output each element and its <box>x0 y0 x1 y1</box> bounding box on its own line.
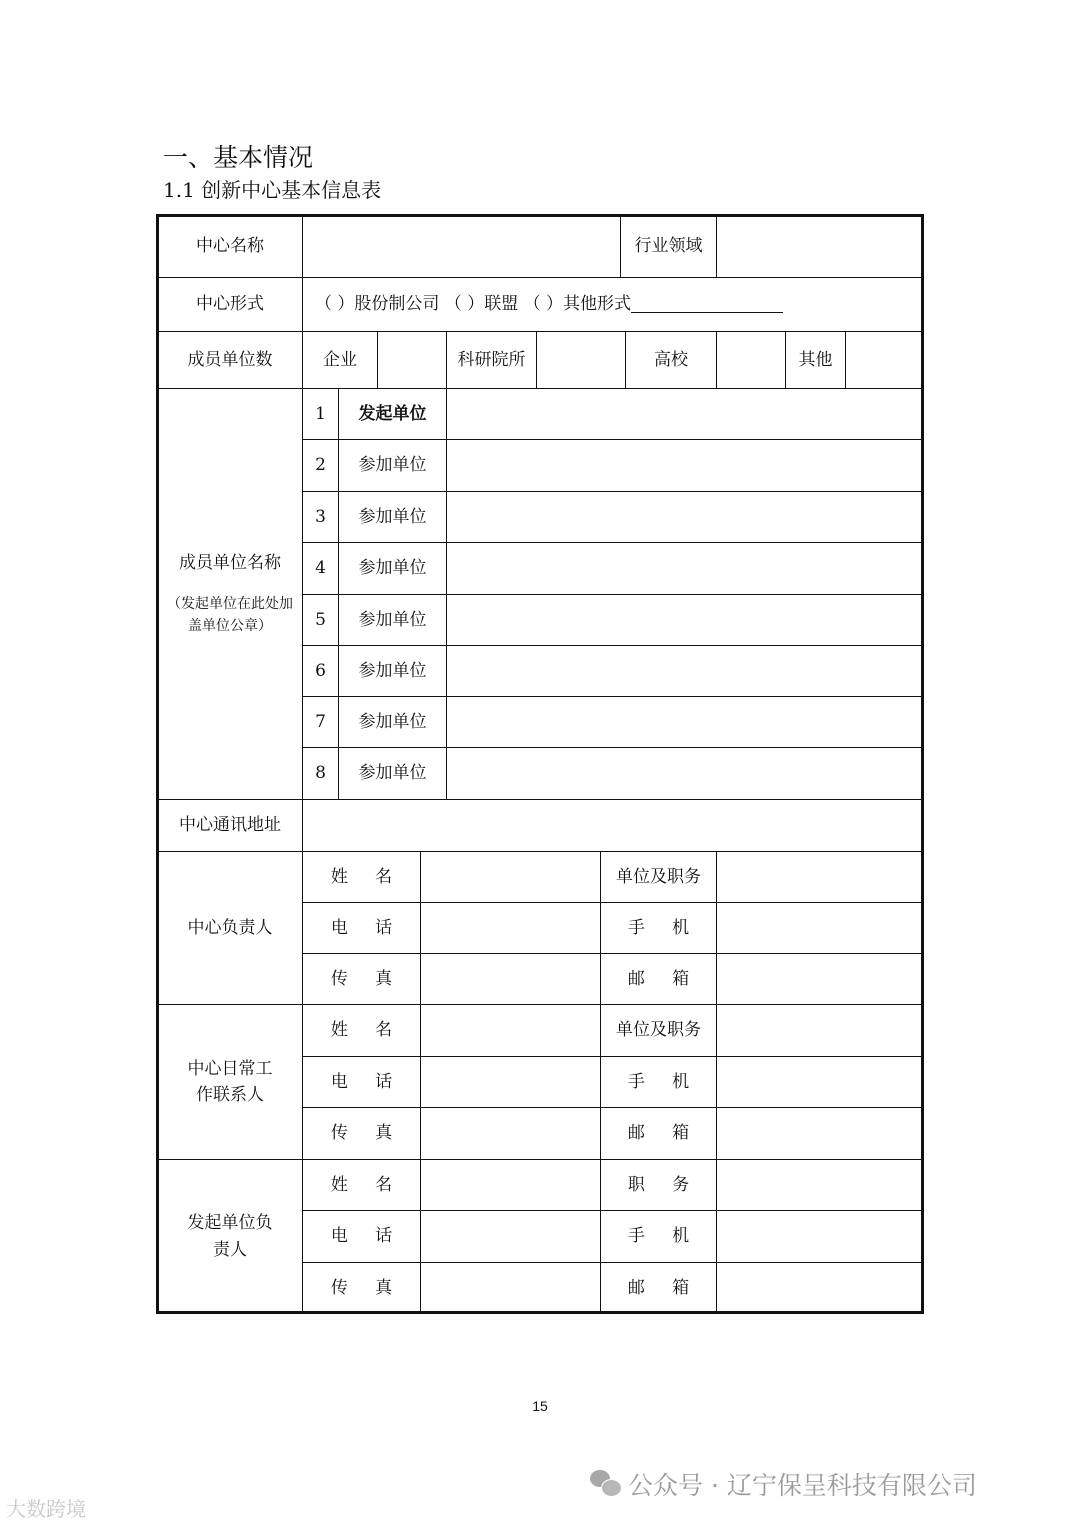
industry-field[interactable] <box>716 215 923 278</box>
contact-label <box>600 902 717 954</box>
contact-label-text: 传真 <box>330 1277 420 1298</box>
center-name-field[interactable] <box>302 215 621 278</box>
contact-label-text: 电话 <box>330 1226 420 1247</box>
contact-field[interactable] <box>420 902 601 954</box>
contact-label <box>302 1262 421 1314</box>
member-number-text: 5 <box>315 609 326 630</box>
contact-field[interactable] <box>716 1262 923 1314</box>
contact-group-title <box>157 851 303 1005</box>
wechat-watermark <box>590 1466 977 1502</box>
contact-field[interactable] <box>716 1159 923 1211</box>
member-role <box>338 491 447 543</box>
contact-label-text: 单位及职务 <box>616 1020 701 1041</box>
label-member-count-text: 成员单位数 <box>187 349 273 370</box>
contact-label <box>302 1210 421 1263</box>
label-center-name <box>157 215 303 278</box>
contact-field[interactable] <box>420 1056 601 1108</box>
table-title: 1.1 创新中心基本信息表 <box>163 178 382 202</box>
label-industry <box>620 215 717 278</box>
count-type-label <box>446 331 537 389</box>
member-number-text: 6 <box>315 660 326 681</box>
member-role-text: 参加单位 <box>358 609 427 630</box>
count-field[interactable] <box>536 331 626 389</box>
contact-group-title <box>157 1159 303 1314</box>
contact-label <box>302 1159 421 1211</box>
label-member-names <box>157 388 303 800</box>
member-role <box>338 542 447 595</box>
member-number-text: 2 <box>315 455 326 476</box>
contact-label-text: 电话 <box>330 1071 420 1092</box>
contact-field[interactable] <box>420 1210 601 1263</box>
count-type-label-text: 企业 <box>323 349 357 370</box>
contact-label-text: 姓名 <box>330 1174 420 1195</box>
seal-note: （发起单位在此处加盖单位公章） <box>167 596 293 635</box>
member-number <box>302 439 339 492</box>
contact-field[interactable] <box>716 1107 923 1160</box>
contact-label <box>600 1159 717 1211</box>
contact-label-text: 电话 <box>330 917 420 938</box>
member-number-text: 4 <box>315 558 326 579</box>
member-role <box>338 388 447 440</box>
member-number <box>302 542 339 595</box>
member-number-text: 8 <box>315 763 326 784</box>
contact-label <box>302 1004 421 1057</box>
contact-label <box>600 1004 717 1057</box>
count-field[interactable] <box>716 331 786 389</box>
member-name-field[interactable] <box>446 747 923 800</box>
contact-label <box>302 851 421 903</box>
contact-field[interactable] <box>420 1159 601 1211</box>
contact-group-title <box>157 1004 303 1160</box>
contact-label-text: 邮箱 <box>627 968 717 989</box>
center-form-options[interactable] <box>302 277 923 332</box>
contact-label-text: 单位及职务 <box>616 866 701 887</box>
watermark-text: 公众号 · 辽宁保呈科技有限公司 <box>628 1471 977 1500</box>
member-role <box>338 747 447 800</box>
contact-field[interactable] <box>420 953 601 1005</box>
member-role <box>338 594 447 646</box>
contact-field[interactable] <box>420 1004 601 1057</box>
contact-field[interactable] <box>420 1107 601 1160</box>
contact-label <box>600 953 717 1005</box>
label-industry-text: 行业领域 <box>634 236 703 257</box>
other-form-blank[interactable] <box>631 296 783 313</box>
contact-label <box>600 851 717 903</box>
label-center-name-text: 中心名称 <box>196 236 264 257</box>
member-number-text: 3 <box>315 506 326 527</box>
label-member-names-text: 成员单位名称 <box>179 553 281 574</box>
member-name-field[interactable] <box>446 491 923 543</box>
member-role <box>338 696 447 748</box>
contact-field[interactable] <box>420 851 601 903</box>
label-center-form-text: 中心形式 <box>196 294 264 315</box>
contact-field[interactable] <box>716 953 923 1005</box>
label-address <box>157 799 303 852</box>
member-number-text: 1 <box>315 403 326 424</box>
contact-label <box>302 1107 421 1160</box>
contact-field[interactable] <box>420 1262 601 1314</box>
count-field[interactable] <box>377 331 447 389</box>
count-type-label <box>625 331 717 389</box>
member-role-text: 参加单位 <box>358 711 427 732</box>
count-field[interactable] <box>845 331 923 389</box>
label-address-text: 中心通讯地址 <box>179 815 281 836</box>
count-type-label <box>302 331 378 389</box>
wechat-icon <box>590 1470 620 1498</box>
member-number-text: 7 <box>315 711 326 732</box>
member-name-field[interactable] <box>446 542 923 595</box>
contact-label-text: 手机 <box>627 1071 717 1092</box>
contact-label-text: 职务 <box>627 1174 717 1195</box>
member-name-field[interactable] <box>446 594 923 646</box>
center-form-options-text: （ ）股份制公司 （ ）联盟 （ ）其他形式 <box>315 294 632 315</box>
member-number <box>302 645 339 697</box>
member-role <box>338 645 447 697</box>
contact-group-title-text: 发起单位负责人 <box>187 1213 273 1260</box>
section-heading: 一、基本情况 <box>163 143 314 172</box>
contact-field[interactable] <box>716 1056 923 1108</box>
contact-label <box>600 1210 717 1263</box>
count-type-label-text: 高校 <box>654 349 688 370</box>
label-center-form <box>157 277 303 332</box>
contact-label <box>302 902 421 954</box>
contact-group-title-text: 中心负责人 <box>187 917 273 938</box>
member-role-text: 发起单位 <box>358 403 427 424</box>
contact-label <box>600 1107 717 1160</box>
count-type-label-text: 科研院所 <box>457 349 526 370</box>
contact-group-title-text: 中心日常工作联系人 <box>187 1058 273 1105</box>
count-type-label-text: 其他 <box>798 349 833 370</box>
contact-field[interactable] <box>716 902 923 954</box>
member-name-field[interactable] <box>446 388 923 440</box>
member-role-text: 参加单位 <box>358 455 427 476</box>
contact-label-text: 手机 <box>627 917 717 938</box>
source-watermark: 大数跨境 <box>6 1497 86 1521</box>
member-number <box>302 594 339 646</box>
contact-label-text: 手机 <box>627 1226 717 1247</box>
contact-label-text: 姓名 <box>330 1020 420 1041</box>
address-field[interactable] <box>302 799 923 852</box>
page-number: 15 <box>532 1398 548 1414</box>
member-role-text: 参加单位 <box>358 558 427 579</box>
count-type-label <box>785 331 846 389</box>
contact-label-text: 邮箱 <box>627 1277 717 1298</box>
member-number <box>302 747 339 800</box>
member-number <box>302 388 339 440</box>
contact-label <box>600 1056 717 1108</box>
contact-field[interactable] <box>716 1210 923 1263</box>
contact-label-text: 姓名 <box>330 866 420 887</box>
member-role-text: 参加单位 <box>358 660 427 681</box>
label-member-count <box>157 331 303 389</box>
member-name-field[interactable] <box>446 645 923 697</box>
contact-label-text: 传真 <box>330 1123 420 1144</box>
contact-label-text: 传真 <box>330 968 420 989</box>
contact-label-text: 邮箱 <box>627 1123 717 1144</box>
member-role-text: 参加单位 <box>358 506 427 527</box>
member-role <box>338 439 447 492</box>
contact-field[interactable] <box>716 851 923 903</box>
member-number <box>302 491 339 543</box>
member-name-field[interactable] <box>446 439 923 492</box>
contact-label <box>600 1262 717 1314</box>
member-name-field[interactable] <box>446 696 923 748</box>
member-role-text: 参加单位 <box>358 763 427 784</box>
contact-label <box>302 1056 421 1108</box>
contact-label <box>302 953 421 1005</box>
contact-field[interactable] <box>716 1004 923 1057</box>
member-number <box>302 696 339 748</box>
